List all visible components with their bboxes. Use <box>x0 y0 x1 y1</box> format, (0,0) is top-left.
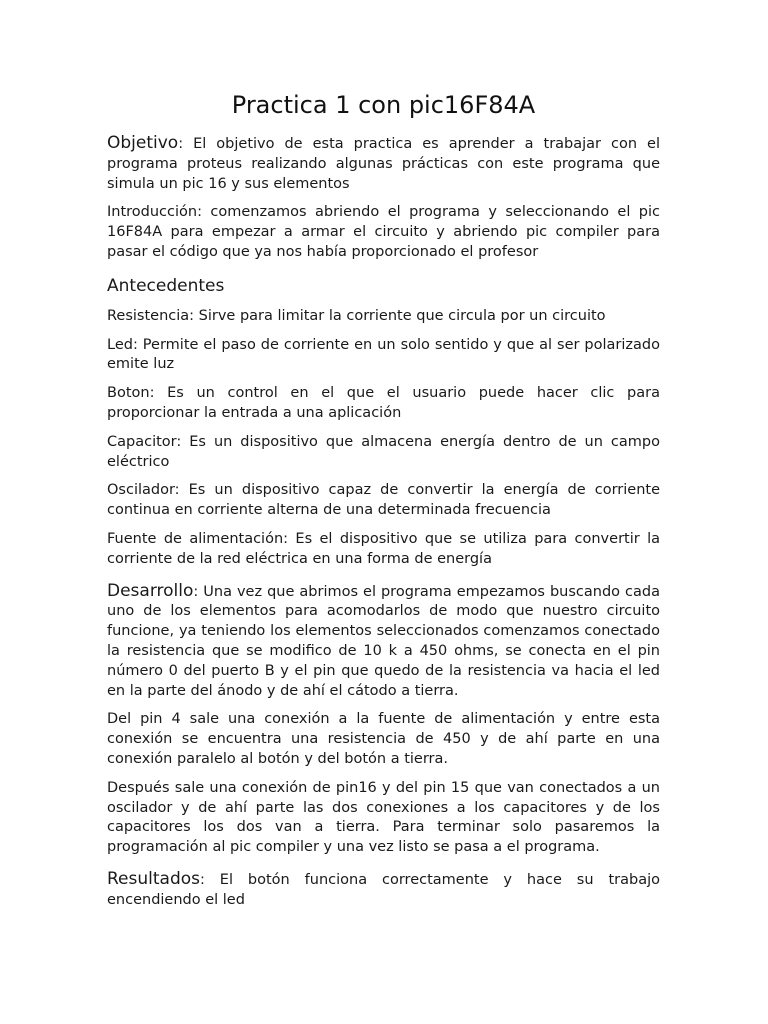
document-page <box>107 88 660 920</box>
desarrollo-paragraph-2: Del pin 4 sale una conexión a la fuente de alimentación y entre esta conexión se encuentra una resistencia de 450 y de ahí parte en una conexión paralelo al botón y del botón a tierra. <box>107 711 660 767</box>
antecedente-boton: Boton: Es un control en el que el usuario puede hacer clic para proporcionar la entrada a una aplicación <box>107 385 660 421</box>
resultados-text: : El botón funciona correctamente y hace su trabajo encendiendo el led <box>107 871 660 908</box>
introduccion-paragraph: Introducción: comenzamos abriendo el programa y seleccionando el pic 16F84A para empezar a armar el circuito y abriendo pic compiler para pasar el código que ya nos había proporcionado el profesor <box>107 204 660 260</box>
antecedente-fuente: Fuente de alimentación: Es el dispositivo que se utiliza para convertir la corriente de la red eléctrica en una forma de energía <box>107 530 660 567</box>
objetivo-text: : El objetivo de esta practica es aprender a trabajar con el programa proteus realizando algunas prácticas con este programa que simula un pic 16 y sus elementos <box>107 136 660 192</box>
objetivo-label: Objetivo <box>107 133 179 153</box>
antecedente-resistencia: Resistencia: Sirve para limitar la corriente que circula por un circuito <box>107 307 606 324</box>
objetivo-paragraph <box>107 134 660 194</box>
desarrollo-paragraph <box>107 582 660 702</box>
antecedentes-heading: Antecedentes <box>107 275 225 296</box>
document-title: Practica 1 con pic16F84A <box>231 91 536 119</box>
antecedente-led: Led: Permite el paso de corriente en un solo sentido y que al ser polarizado emite luz <box>107 336 660 373</box>
desarrollo-text: : Una vez que abrimos el programa empezamos buscando cada uno de los elementos para acomodarlos de modo que nuestro circuito funcione, ya teniendo los elementos seleccionados comenzamos conectado la resistencia que se modifico de 10 k a 450 ohms, se conecta en el pin número 0 del puerto B y el pin que quedo de la resistencia va hacia el led en la parte del ánodo y de ahí el cátodo a tierra. <box>107 583 660 699</box>
resultados-label: Resultados <box>107 868 200 889</box>
resultados-paragraph <box>107 870 660 911</box>
antecedente-oscilador: Oscilador: Es un dispositivo capaz de convertir la energía de corriente continua en corriente alterna de una determinada frecuencia <box>107 482 660 519</box>
desarrollo-label: Desarrollo <box>107 580 194 601</box>
desarrollo-paragraph-3: Después sale una conexión de pin16 y del pin 15 que van conectados a un oscilador y de ahí parte las dos conexiones a los capacitores y de los capacitores los dos van a tierra. Para terminar solo pasaremos la programación al pic compiler y una vez listo se pasa a el programa. <box>107 779 660 856</box>
antecedente-capacitor: Capacitor: Es un dispositivo que almacena energía dentro de un campo eléctrico <box>107 433 660 470</box>
